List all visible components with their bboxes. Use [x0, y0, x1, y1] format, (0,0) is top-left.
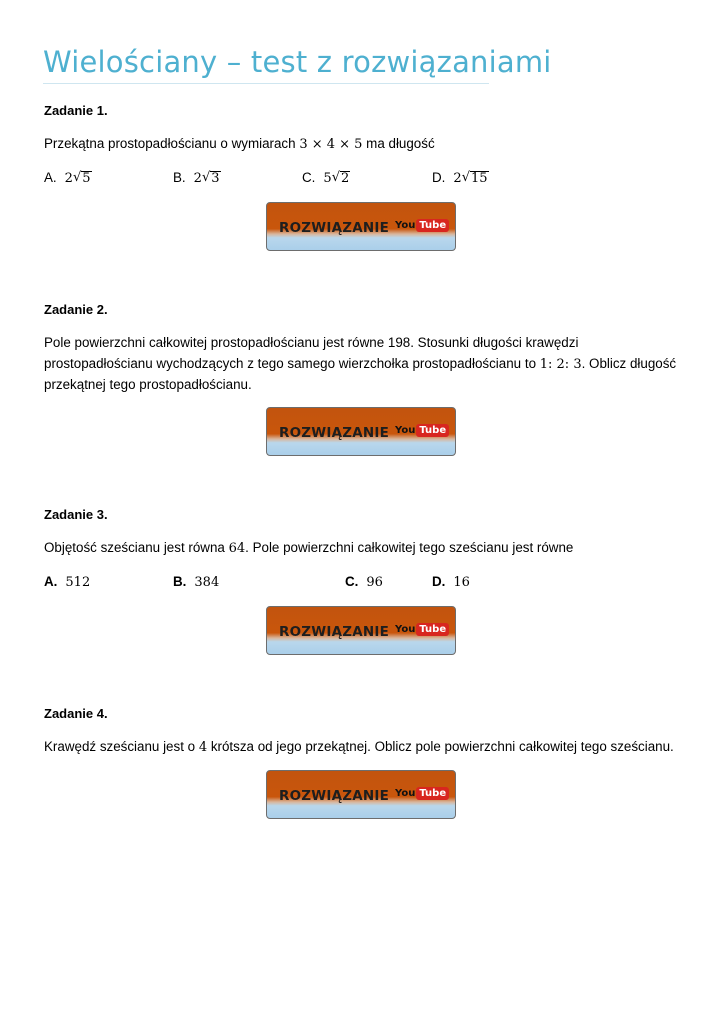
task-1-question — [44, 134, 680, 156]
option-radicand: 15 — [470, 171, 488, 186]
page-title: Wielościany – test z rozwiązaniami — [43, 45, 552, 79]
solution-youtube-button-3[interactable] — [266, 606, 456, 655]
option-coef: 5 — [323, 171, 332, 186]
youtube-icon: You Tube — [395, 422, 449, 438]
task-3-option-c — [345, 574, 383, 590]
task-2-line-1: Pole powierzchni całkowitej prostopadłościanu jest równe 198. Stosunki długości krawędzi — [44, 335, 579, 350]
title-underline — [43, 83, 489, 84]
solution-button-label: ROZWIĄZANIE — [279, 220, 390, 236]
option-label: C. — [345, 574, 359, 589]
option-label: D. — [432, 170, 446, 185]
task-3-option-d — [432, 574, 470, 590]
task-4-question: Krawędź sześcianu jest o 4 krótsza od jego przekątnej. Oblicz pole powierzchni całkowitej tego sześcianu. — [44, 739, 674, 755]
task-3-option-b — [173, 574, 219, 590]
task-1-math: 3 × 4 × 5 — [299, 137, 363, 152]
solution-button-label: ROZWIĄZANIE — [279, 425, 390, 441]
task-2-ratio: 1: 2: 3 — [539, 356, 582, 372]
option-value: 96 — [366, 575, 383, 590]
option-value: 16 — [453, 575, 470, 590]
task-3-heading: Zadanie 3. — [44, 507, 108, 522]
task-2-line-3: przekątnej tego prostopadłościanu. — [44, 377, 252, 392]
task-1-text-before: Przekątna prostopadłościanu o wymiarach — [44, 136, 300, 151]
solution-youtube-button-1[interactable] — [266, 202, 456, 251]
option-value: 384 — [194, 575, 220, 590]
option-label: B. — [173, 574, 187, 589]
solution-youtube-button-2[interactable] — [266, 407, 456, 456]
task-4-heading: Zadanie 4. — [44, 706, 108, 721]
task-3-question: Objętość sześcianu jest równa 64. Pole powierzchni całkowitej tego sześcianu jest równe — [44, 540, 574, 556]
option-coef: 2 — [453, 171, 462, 186]
option-radicand: 3 — [211, 171, 220, 186]
option-label: A. — [44, 574, 58, 589]
option-coef: 2 — [193, 171, 202, 186]
solution-youtube-button-4[interactable] — [266, 770, 456, 819]
youtube-icon: You Tube — [395, 785, 449, 801]
task-1-heading: Zadanie 1. — [44, 103, 108, 118]
task-4-math: 4 — [198, 740, 208, 755]
task-1-option-c: C. 5 √ 2 — [302, 170, 350, 186]
task-2-line-2: prostopadłościanu wychodzących z tego samego wierzchołka prostopadłościanu to 1: 2: 3. Oblicz długość — [44, 355, 677, 372]
task-2-heading: Zadanie 2. — [44, 302, 108, 317]
option-label: B. — [173, 170, 186, 185]
option-label: D. — [432, 574, 446, 589]
option-value: 512 — [65, 575, 91, 590]
option-radicand: 2 — [340, 171, 350, 186]
solution-button-label: ROZWIĄZANIE — [279, 788, 390, 804]
task-3-option-a — [44, 574, 90, 590]
youtube-icon: You Tube — [395, 621, 449, 637]
option-label: A. — [44, 170, 57, 185]
task-2-question — [44, 333, 680, 396]
task-1-text-after: ma długość — [362, 136, 435, 151]
option-radicand: 5 — [82, 171, 91, 186]
option-coef: 2 — [64, 171, 73, 186]
task-1-option-a: A. 2 √ 5 — [44, 170, 91, 186]
option-label: C. — [302, 170, 316, 185]
task-3-math: 64 — [228, 541, 246, 556]
youtube-icon: You Tube — [395, 217, 449, 233]
task-1-option-b: B. 2 √ 3 — [173, 170, 220, 186]
task-1-option-d: D. 2 √ 15 — [432, 170, 488, 186]
solution-button-label: ROZWIĄZANIE — [279, 624, 390, 640]
